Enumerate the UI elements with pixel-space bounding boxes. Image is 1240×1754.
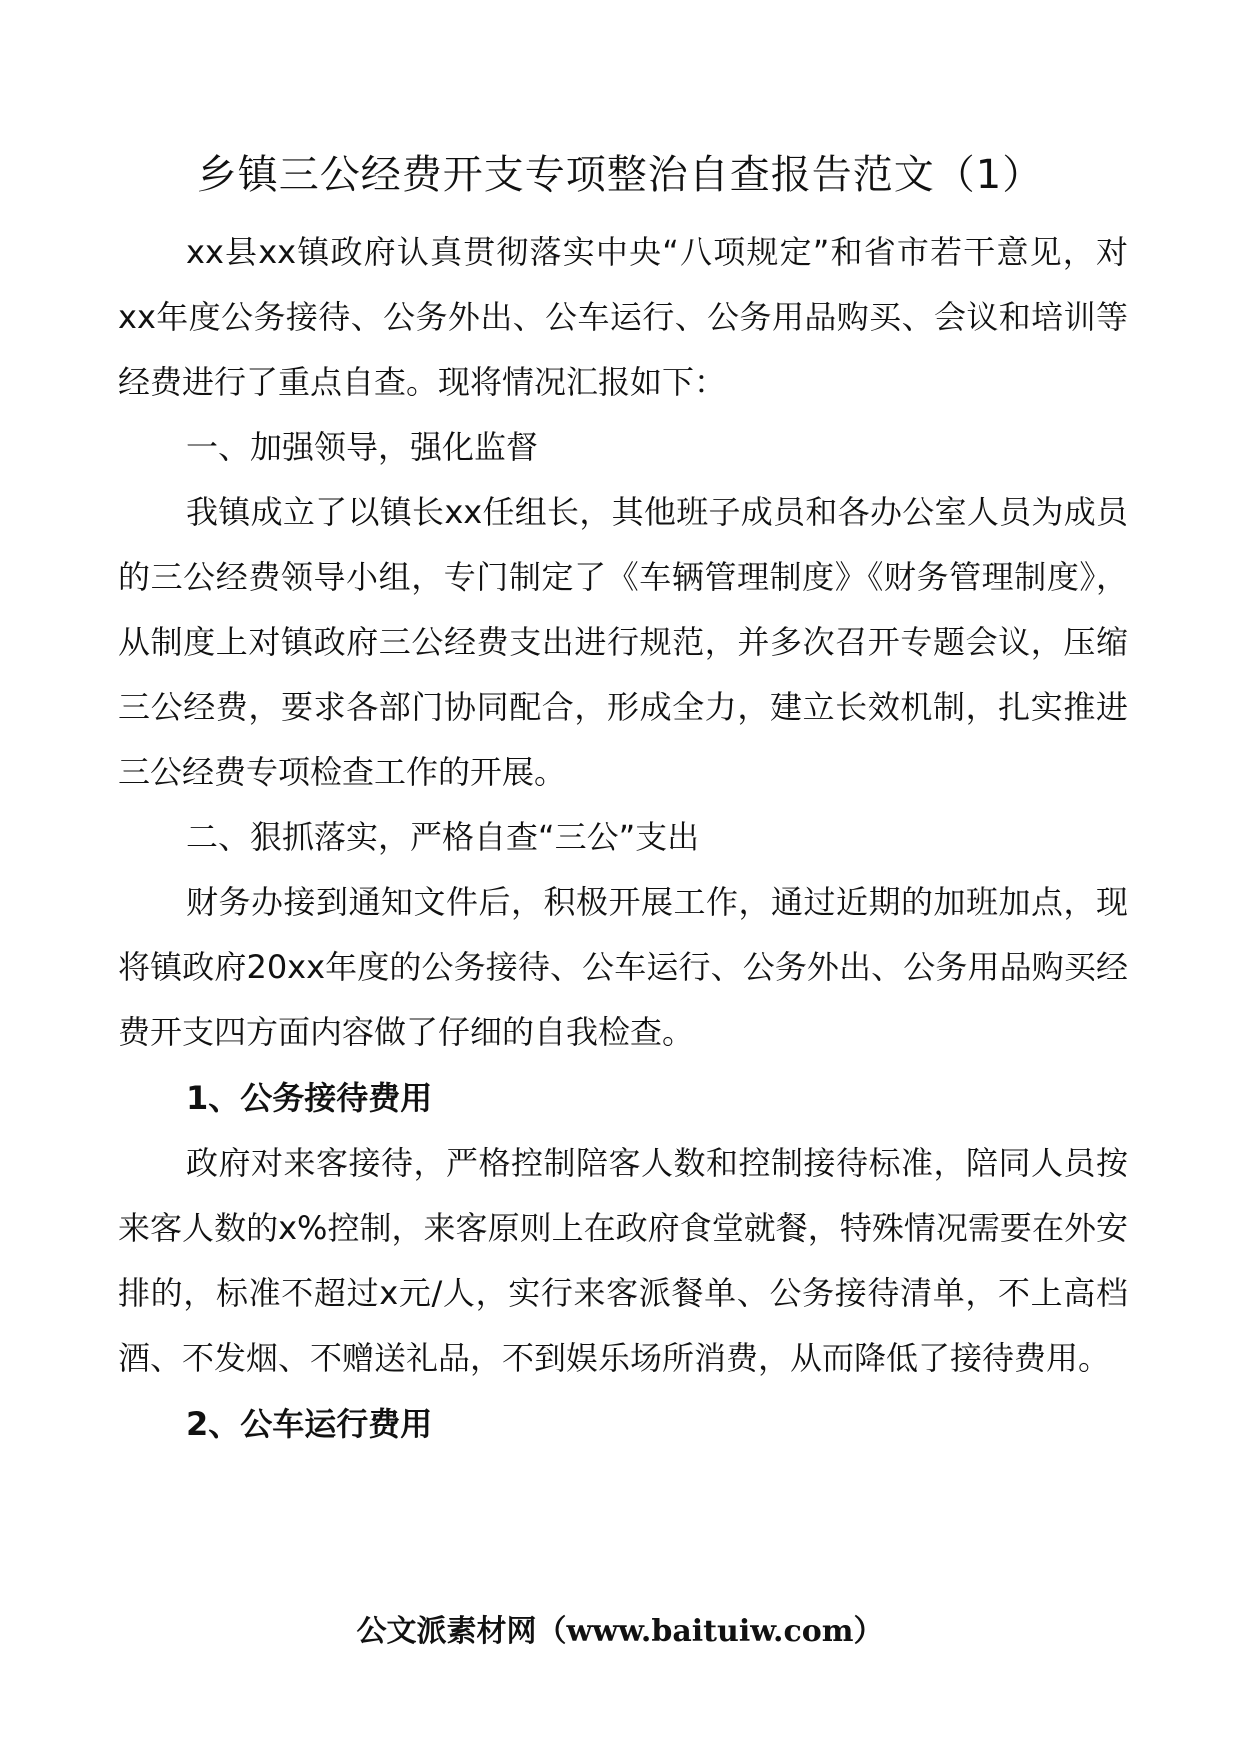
intro-paragraph: xx县xx镇政府认真贯彻落实中央“八项规定”和省市若干意见，对xx年度公务接待、公务外出、公车运行、公务用品购买、会议和培训等经费进行了重点自查。现将情况汇报如下： [118, 233, 1128, 401]
subheading-reception-cost: 1、公务接待费用 [186, 1079, 433, 1117]
section-heading-2: 二、狠抓落实，严格自查“三公”支出 [186, 818, 700, 856]
reception-cost-paragraph: 政府对来客接待，严格控制陪客人数和控制接待标准，陪同人员按来客人数的x%控制，来客原则上在政府食堂就餐，特殊情况需要在外安排的，标准不超过x元/人，实行来客派餐单、公务接待清单，不上高档酒、不发烟、不赠送礼品，不到娱乐场所消费，从而降低了接待费用。 [118, 1144, 1128, 1377]
footer-watermark: 公文派素材网（www.baituiw.com） [356, 1614, 884, 1649]
document-body [118, 220, 1128, 1457]
section-1-paragraph: 我镇成立了以镇长xx任组长，其他班子成员和各办公室人员为成员的三公经费领导小组，专门制定了《车辆管理制度》《财务管理制度》，从制度上对镇政府三公经费支出进行规范，并多次召开专题会议，压缩三公经费，要求各部门协同配合，形成全力，建立长效机制，扎实推进三公经费专项检查工作的开展。 [118, 493, 1128, 791]
subheading-vehicle-cost: 2、公车运行费用 [186, 1405, 433, 1443]
document-title: 乡镇三公经费开支专项整治自查报告范文（1） [196, 152, 1044, 198]
section-heading-1: 一、加强领导，强化监督 [186, 428, 539, 466]
section-2-paragraph: 财务办接到通知文件后，积极开展工作，通过近期的加班加点，现将镇政府20xx年度的公务接待、公车运行、公务外出、公务用品购买经费开支四方面内容做了仔细的自我检查。 [118, 883, 1128, 1051]
